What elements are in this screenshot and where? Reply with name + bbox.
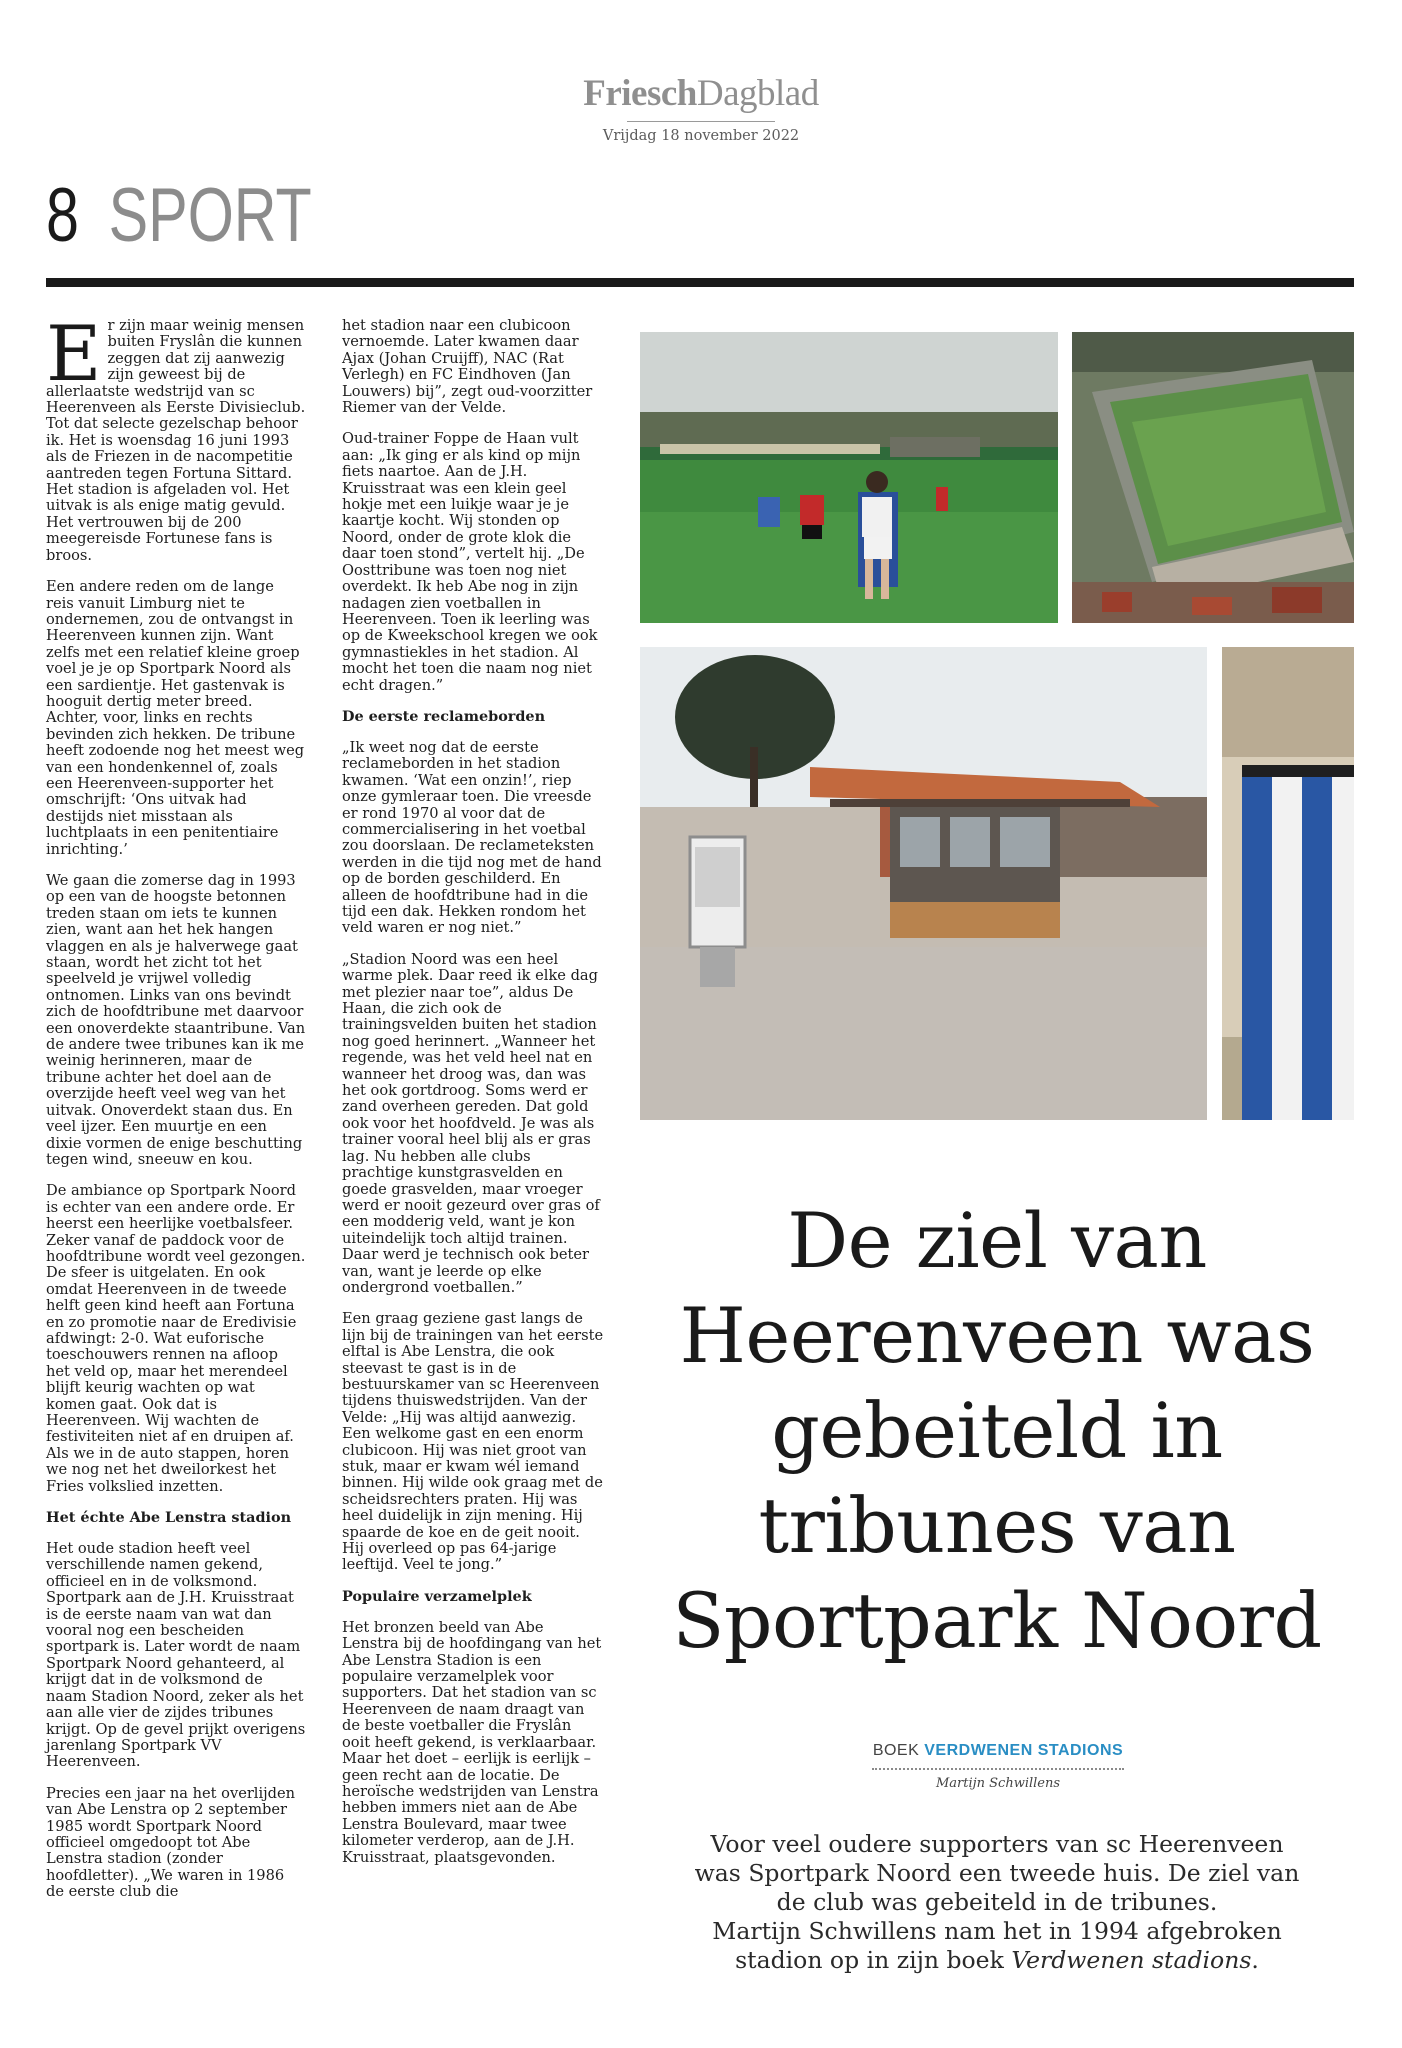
book-credit <box>870 1742 1126 1760</box>
section-header <box>46 173 312 258</box>
paragraph: „Stadion Noord was een heel warme plek. Daar reed ik elke dag met plezier naar toe”, aldus De Haan, die zich ook de trainingsvelden buiten het stadion nog goed herinnert. „Wanneer het regende, was het veld heel nat en wanneer het droog was, dan was het ook gortdroog. Soms werd er zand overheen gereden. Dat gold ook voor het hoofdveld. Je was als trainer vooral heel blij als er gras lag. Nu hebben alle clubs prachtige kunstgrasvelden en goede grasvelden, maar vroeger werd er nooit gezeurd over gras of een modderig veld, want je kon uiteindelijk toch altijd trainen. Daar werd je technisch ook beter van, want je leerde op elke ondergrond voetballen.” <box>342 950 600 1296</box>
section-name: SPORT <box>108 173 312 258</box>
photo-ticket-kiosk <box>640 647 1207 1120</box>
book-title-italic: Verdwenen stadions <box>1011 1946 1252 1974</box>
paragraph: De ambiance op Sportpark Noord is echter van een andere orde. Er heerst een heerlijke voetbalsfeer. Zeker vanaf de paddock voor de hoofdtribune wordt veel gezongen. De sfeer is uitgelaten. En ook omdat Heerenveen in de tweede helft geen kind heeft aan Fortuna en zo promotie naar de Eredivisie afdwingt: 2-0. Wat euforische toeschouwers rennen na afloop het veld op, maar het merendeel blijft keurig wachten op wat komen gaat. Ook dat is Heerenveen. Wij wachten de festiviteiten niet af en druipen af. Als we in de auto stappen, horen we nog net het dweilorkest het Fries volkslied inzetten. <box>46 1182 306 1495</box>
paragraph: het stadion naar een clubicoon vernoemde. Later kwamen daar Ajax (Johan Cruijff), NAC (Rat Verlegh) en FC Eindhoven (Jan Louwers) bij”, zegt oud-voorzitter Riemer van der Velde. <box>342 317 593 417</box>
photo-stadium-wall <box>1222 647 1354 1120</box>
paragraph: Het oude stadion heeft veel verschillende namen gekend, officieel en in de volksmond. Sportpark aan de J.H. Kruisstraat is de eerste naam van wat dan vooral nog een bescheiden sportpark is. Later wordt de naam Sportpark Noord gehanteerd, al krijgt dat in de volksmond de naam Stadion Noord, zeker als het aan alle vier de zijdes tribunes krijgt. Op de gevel prijkt overigens jarenlang Sportpark VV Heerenveen. <box>46 1540 306 1771</box>
logo-regular: Dagblad <box>696 73 819 114</box>
section-rule <box>46 278 1354 287</box>
logo-divider <box>627 121 775 122</box>
article-intro <box>640 1830 1354 1975</box>
kiosk-photo-image <box>640 647 1207 1120</box>
paragraph: We gaan die zomerse dag in 1993 op een van de hoogste betonnen treden staan om iets te kunnen zien, want aan het hek hangen vlaggen en als je halverwege gaat staan, wordt het zicht tot het speelveld je vrijwel volledig ontnomen. Links van ons bevindt zich de hoofdtribune met daarvoor een onoverdekte staantribune. Van de andere twee tribunes kan ik me weinig herinneren, maar de tribune achter het doel aan de overzijde heeft veel weg van het uitvak. Onoverdekt staan dus. En veel ijzer. Een muurtje en een dixie vormen de enige beschutting tegen wind, sneeuw en kou. <box>46 872 306 1168</box>
intro-line: was Sportpark Noord een tweede huis. De ziel van <box>694 1859 1300 1887</box>
subheading: De eerste reclameborden <box>342 707 546 725</box>
newspaper-logo <box>0 72 1402 115</box>
byline: Martijn Schwillens <box>935 1776 1061 1791</box>
headline-line: tribunes van <box>758 1481 1236 1570</box>
book-dotted-rule <box>872 1768 1124 1770</box>
page-number: 8 <box>46 173 79 258</box>
paragraph: Oud-trainer Foppe de Haan vult aan: „Ik ging er als kind op mijn fiets naartoe. Aan de J.H. Kruisstraat was een klein geel hokje met een luikje waar je je kaartje kocht. Wij stonden op Noord, onder de grote klok die daar toen stond”, vertelt hij. „De Oosttribune was toen nog niet overdekt. Ik heb Abe nog in zijn nadagen zien voetballen in Heerenveen. Toen ik leerling was op de Kweekschool kregen we ook gymnastiekles in het stadion. Al mocht het toen die naam nog niet echt dragen.” <box>342 430 598 694</box>
intro-line: de club was gebeiteld in de tribunes. <box>776 1888 1218 1916</box>
wall-photo-image <box>1222 647 1354 1120</box>
paragraph: Precies een jaar na het overlijden van Abe Lenstra op 2 september 1985 wordt Sportpark Noord officieel omgedoopt tot Abe Lenstra stadion (zonder hoofdletter). „We waren in 1986 de eerste club die <box>46 1784 296 1901</box>
headline-line: De ziel van <box>787 1196 1207 1285</box>
intro-line: Martijn Schwillens nam het in 1994 afgebroken <box>712 1917 1282 1945</box>
drop-cap: E <box>46 309 102 398</box>
intro-line: Voor veel oudere supporters van sc Heerenveen <box>710 1830 1284 1858</box>
intro-line: stadion op in zijn boek Verdwenen stadions. <box>735 1946 1259 1974</box>
photo-match-action <box>640 332 1058 623</box>
article-column-2 <box>342 318 604 1881</box>
book-title: VERDWENEN STADIONS <box>924 1742 1124 1759</box>
masthead <box>0 72 1402 144</box>
article-headline <box>640 1193 1354 1668</box>
subheading: Populaire verzamelplek <box>342 1587 532 1605</box>
paragraph: Een andere reden om de lange reis vanuit Limburg niet te ondernemen, zou de ontvangst in Heerenveen kunnen zijn. Want zelfs met een relatief kleine groep voel je je op Sportpark Noord als een sardientje. Het gastenvak is hooguit dertig meter breed. Achter, voor, links en rechts bevinden zich hekken. De tribune heeft zodoende nog het meest weg van een hondenkennel of, zoals een Heerenveen-supporter het omschrijft: ‘Ons uitvak had destijds niet misstaan als luchtplaats in een penitentiaire inrichting.’ <box>46 578 305 858</box>
book-label: BOEK <box>872 1742 920 1759</box>
match-photo-image <box>640 332 1058 623</box>
paragraph: Er zijn maar weinig mensen buiten Fryslân die kunnen zeggen dat zij aanwezig zijn geweest bij de allerlaatste wedstrijd van sc Heerenveen als Eerste Divisieclub. Tot dat selecte gezelschap behoor ik. Het is woensdag 16 juni 1993 als de Friezen in de nacompetitie aantreden tegen Fortuna Sittard. Het stadion is afgeladen vol. Het uitvak is als enige matig gevuld. Het vertrouwen bij de 200 meegereisde Fortunese fans is broos. <box>46 309 306 564</box>
article-column-1 <box>46 309 306 1916</box>
headline-line: Sportpark Noord <box>672 1576 1322 1665</box>
headline-line: gebeiteld in <box>771 1386 1223 1475</box>
paragraph: Het bronzen beeld van Abe Lenstra bij de hoofdingang van het Abe Lenstra Stadion is een populaire verzamelplek voor supporters. Dat het stadion van sc Heerenveen de naam draagt van de beste voetballer die Fryslân ooit heeft gekend, is verklaarbaar. Maar het doet – eerlijk is eerlijk – geen recht aan de locatie. De heroïsche wedstrijden van Lenstra hebben immers niet aan de Abe Lenstra Boulevard, maar twee kilometer verderop, aan de J.H. Kruisstraat, plaatsgevonden. <box>342 1618 602 1866</box>
subheading: Het échte Abe Lenstra stadion <box>46 1509 292 1527</box>
photo-aerial-stadium <box>1072 332 1354 623</box>
logo-bold: Friesch <box>583 73 697 114</box>
issue-date: Vrijdag 18 november 2022 <box>602 128 800 144</box>
paragraph: Een graag geziene gast langs de lijn bij de trainingen van het eerste elftal is Abe Lenstra, die ook steevast te gast is in de bestuurskamer van sc Heerenveen tijdens thuiswedstrijden. Van der Velde: „Hij was altijd aanwezig. Een welkome gast en een enorm clubicoon. Hij was niet groot van stuk, maar er kwam wél iemand binnen. Hij wilde ook graag met de scheidsrechters praten. Hij was heel duidelijk in zijn mening. Hij spaarde de koe en de geit nooit. Hij overleed op pas 64-jarige leeftijd. Veel te jong.” <box>342 1310 604 1574</box>
paragraph: „Ik weet nog dat de eerste reclameborden in het stadion kwamen. ‘Wat een onzin!’, riep onze gymleraar toen. Die vreesde er rond 1970 al voor dat de commercialisering in het voetbal zou doorslaan. De reclameteksten werden in die tijd nog met de hand op de borden geschilderd. En alleen de hoofdtribune had in die tijd een dak. Hekken rondom het veld waren er nog niet.” <box>342 738 602 937</box>
aerial-photo-image <box>1072 332 1354 623</box>
headline-line: Heerenveen was <box>679 1291 1315 1380</box>
